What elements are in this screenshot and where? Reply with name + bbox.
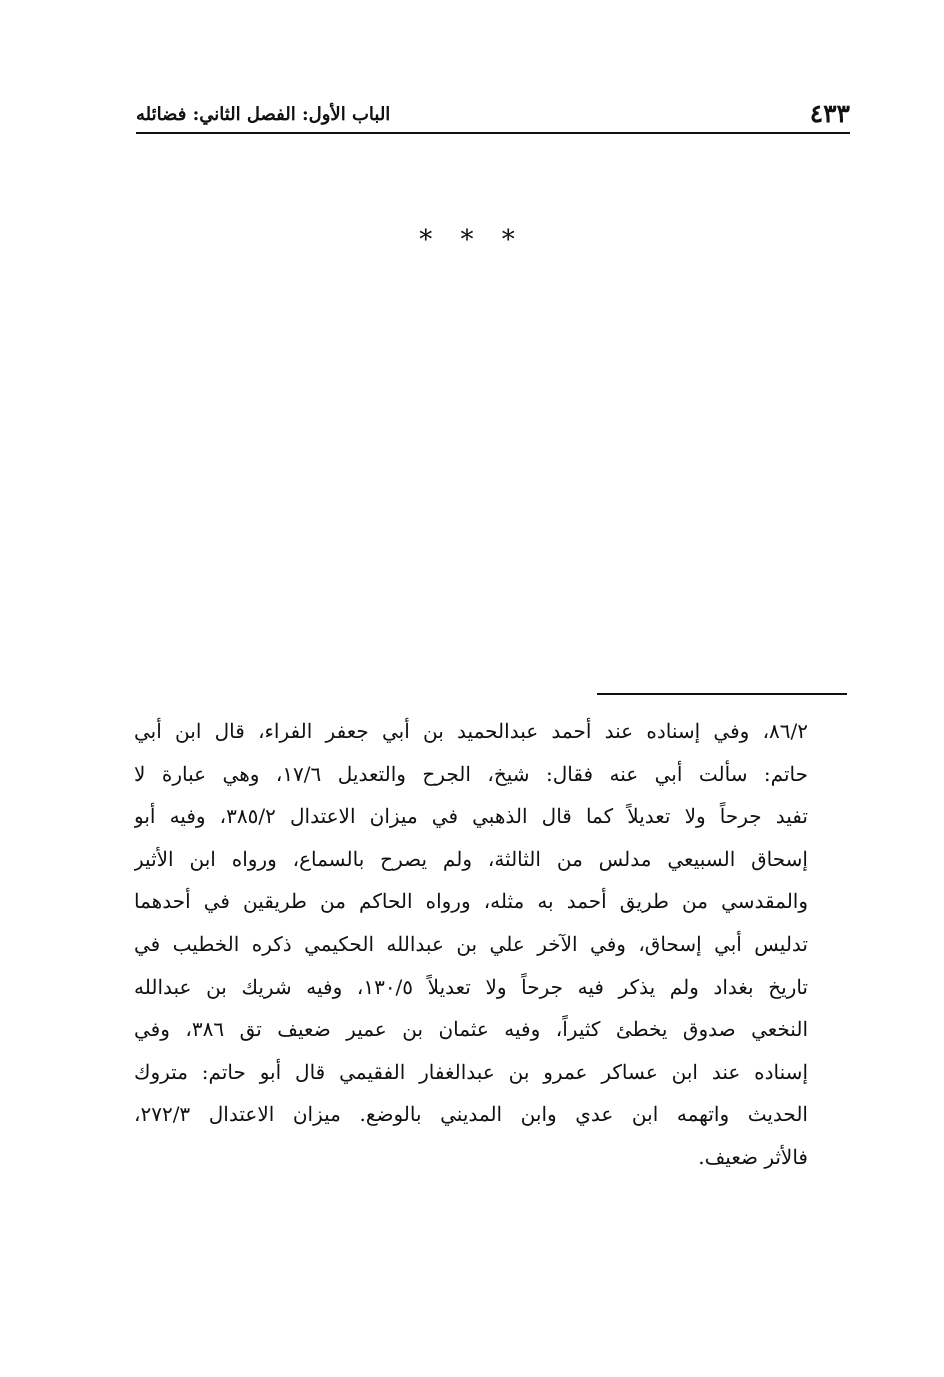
page-number: ٤٣٣ — [809, 99, 850, 128]
footnote-line: والمقدسي من طريق أحمد به مثله، ورواه الحاكم من طريقين في أحدهما — [134, 889, 808, 914]
footnote-line: تفيد جرحاً ولا تعديلاً كما قال الذهبي في ميزان الاعتدال ٣٨٥/٢، وفيه أبو — [134, 804, 808, 829]
footnote-line: الحديث واتهمه ابن عدي وابن المديني بالوضع. ميزان الاعتدال ٢٧٢/٣، — [134, 1102, 808, 1127]
page-header — [136, 95, 850, 135]
footnote-line: تاريخ بغداد ولم يذكر فيه جرحاً ولا تعديلاً ١٣٠/٥، وفيه شريك بن عبدالله — [134, 974, 808, 999]
footnote — [134, 710, 808, 1179]
section-separator: * * * — [419, 225, 525, 255]
header-rule — [136, 132, 850, 134]
footnote-line: ٨٦/٢، وفي إسناده عند أحمد عبدالحميد بن أبي جعفر الفراء، قال ابن أبي — [134, 719, 808, 743]
footnote-line: فالأثر ضعيف. — [698, 1144, 808, 1169]
footnote-rule — [597, 693, 847, 695]
footnote-line: إسناده عند ابن عساكر عمرو بن عبدالغفار الفقيمي قال أبو حاتم: متروك — [134, 1059, 808, 1084]
footnote-line: حاتم: سألت أبي عنه فقال: شيخ، الجرح والتعديل ١٧/٦، وهي عبارة لا — [134, 761, 808, 786]
footnote-line: النخعي صدوق يخطئ كثيراً، وفيه عثمان بن عمير ضعيف تق ٣٨٦، وفي — [134, 1017, 808, 1042]
footnote-line: إسحاق السبيعي مدلس من الثالثة، ولم يصرح بالسماع، ورواه ابن الأثير — [134, 846, 808, 871]
running-title: الباب الأول: الفصل الثاني: فضائله — [136, 104, 391, 125]
footnote-line: تدليس أبي إسحاق، وفي الآخر علي بن عبدالله الحكيمي ذكره الخطيب في — [134, 931, 808, 956]
